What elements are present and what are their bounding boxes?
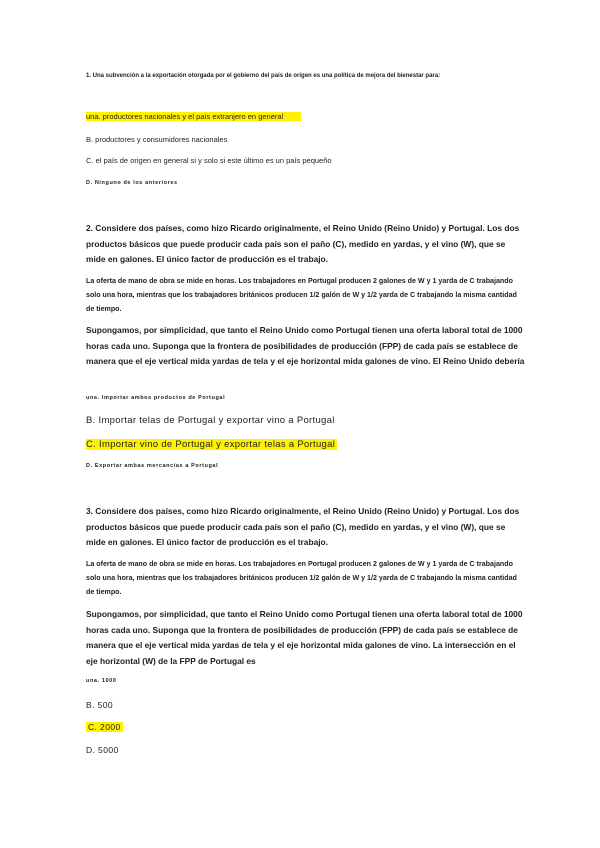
q2-option-c-highlight: C. Importar vino de Portugal y exportar telas a Portugal [86, 439, 336, 450]
q3-option-c [86, 722, 123, 732]
question-2-labor: La oferta de mano de obra se mide en horas. Los trabajadores en Portugal producen 2 galones de W y 1 yarda de C trabajando solo una hora, mientras que los trabajadores británicos producen 1/2 galón de W y 1/2 yarda de C trabajando la misma cantidad de tiempo. [86, 277, 517, 313]
q3-option-c-highlight: C. 2000 [88, 722, 121, 732]
q2-option-a: una. Importar ambos productos de Portugal [86, 395, 226, 401]
q2-option-d: D. Exportar ambas mercancías a Portugal [86, 463, 219, 469]
q1-option-d: D. Ninguno de los anteriores [86, 180, 178, 186]
q3-option-a: una. 1000 [86, 678, 117, 684]
q2-option-c [86, 439, 337, 450]
q3-option-b: B. 500 [86, 700, 113, 710]
q1-option-b: B. productores y consumidores nacionales [86, 135, 228, 144]
question-3-labor: La oferta de mano de obra se mide en horas. Los trabajadores en Portugal producen 2 galones de W y 1 yarda de C trabajando solo una hora, mientras que los trabajadores británicos producen 1/2 galón de W y 1/2 yarda de C trabajando la misma cantidad de tiempo. [86, 560, 517, 596]
question-3-intro: 3. Considere dos países, como hizo Ricardo originalmente, el Reino Unido (Reino Unido) y Portugal. Los dos productos básicos que puede producir cada país son el paño (C), medido en yardas, y el vino (W), que se mide en galones. El único factor de producción es el trabajo. [86, 506, 520, 547]
q1-option-a-highlight: una. productores nacionales y el país extranjero en general [86, 112, 301, 121]
question-2-assumption: Supongamos, por simplicidad, que tanto el Reino Unido como Portugal tienen una oferta laboral total de 1000 horas cada uno. Suponga que la frontera de posibilidades de producción (FPP) de cada país se establece de manera que el eje vertical mida yardas de tela y el eje horizontal mida galones de vino. El Reino Unido debería [86, 325, 525, 366]
q2-option-b: B. Importar telas de Portugal y exportar vino a Portugal [86, 415, 335, 426]
q1-option-c: C. el país de origen en general si y solo si este último es un país pequeño [86, 156, 332, 165]
question-1-text: 1. Una subvención a la exportación otorgada por el gobierno del país de origen es una política de mejora del bienestar para: [86, 73, 441, 79]
question-3-assumption: Supongamos, por simplicidad, que tanto el Reino Unido como Portugal tienen una oferta laboral total de 1000 horas cada uno. Suponga que la frontera de posibilidades de producción (FPP) de cada país se establece de manera que el eje vertical mida yardas de tela y el eje horizontal mida galones de vino. La intersección en el eje horizontal (W) de la FPP de Portugal es [86, 609, 523, 666]
question-2-intro: 2. Considere dos países, como hizo Ricardo originalmente, el Reino Unido (Reino Unido) y Portugal. Los dos productos básicos que puede producir cada país son el paño (C), medido en yardas, y el vino (W), que se mide en galones. El único factor de producción es el trabajo. [86, 223, 520, 264]
q3-option-d: D. 5000 [86, 745, 119, 755]
q1-option-a [86, 110, 301, 124]
